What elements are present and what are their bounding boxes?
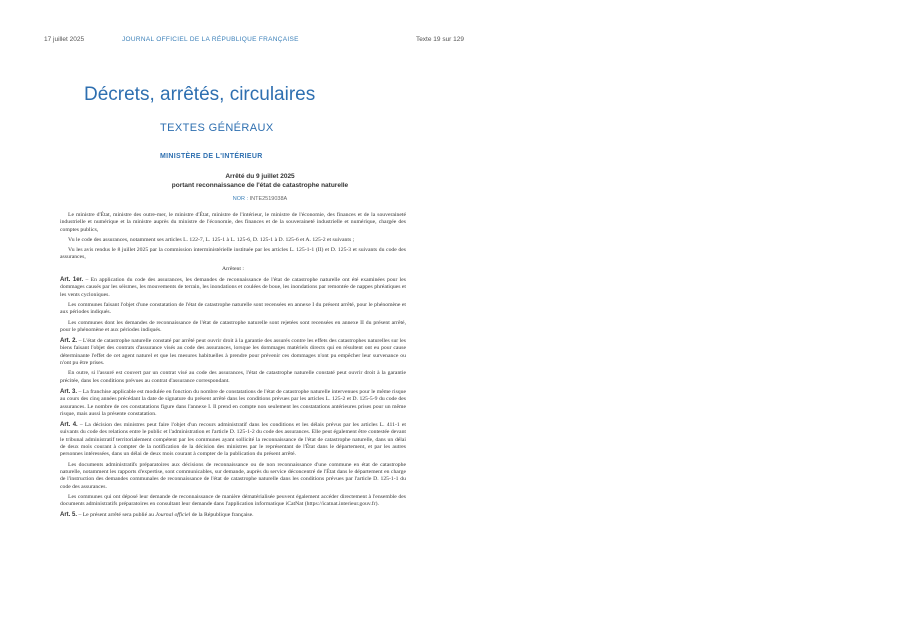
article-5-journal-name: Journal officiel — [155, 512, 191, 519]
article-1-number: Art. 1er. — [60, 277, 84, 284]
vu-paragraph-2: Vu les avis rendus le 8 juillet 2025 par la commission interministérielle instituée par les articles L. 125-1-1 (II) et D. 125-3 et suivants du code des assurances, — [60, 247, 406, 261]
article-1-paragraph-2: Les communes faisant l'objet d'une constatation de l'état de catastrophe naturelle sont recensées en annexe I du présent arrêté, pour le phénomène et aux périodes indiqués. — [60, 301, 406, 316]
nor-value: INTE2519038A — [249, 196, 288, 202]
article-2-text: – L'état de catastrophe naturelle constaté par arrêté peut ouvrir droit à la garantie des assurés contre les effets des catastrophes naturelles sur les biens faisant l'objet des contrats d'assurance visés au code des assurances, lorsque les dommages matériels directs qui en résultent ont eu pour cause déterminante l'effet de cet agent naturel et que les mesures habituelles à prendre pour prévenir ces dommages n'ont pu empêcher leur survenance ou n'ont pu être prises. — [60, 338, 406, 367]
article-2-paragraph-2: En outre, si l'assuré est couvert par un contrat visé au code des assurances, l'état de catastrophe naturelle constaté peut ouvrir droit à la garantie précitée, dans les conditions prévues au contrat d'assurance correspondant. — [60, 370, 406, 384]
vu-paragraph-1: Vu le code des assurances, notamment ses articles L. 122-7, L. 125-1 à L. 125-6, D. 125-1 à D. 125-6 et A. 125-2 et suivants ; — [68, 236, 355, 243]
article-2-number: Art. 2. — [60, 338, 78, 345]
intro-paragraph: Le ministre d'État, ministre des outre-mer, le ministre d'État, ministre de l'intérieur, le ministre de l'économie, des finances et de la souveraineté industrielle et numérique et la ministre auprès du ministre de l'économie, des finances et de la souveraineté industrielle et numérique, chargée des comptes publics, — [60, 212, 406, 233]
document-body — [60, 212, 406, 523]
article-2 — [60, 338, 406, 367]
article-5-text-pre: – Le présent arrêté sera publié au — [78, 512, 154, 519]
article-1-paragraph-3: Les communes dont les demandes de reconnaissance de l'état de catastrophe naturelle sont rejetées sont recensées en annexe II du présent arrêté, pour le phénomène et aux périodes indiqués. — [60, 319, 406, 333]
article-4 — [60, 422, 406, 458]
article-3-text: – La franchise applicable est modulée en fonction du nombre de constatations de l'état de catastrophe naturelle intervenues pour le même risque au cours des cinq années précédant la date de signature du présent arrêté dans les conditions prévues par les articles L. 125-2 et D. 125-5-9 du code des assurances. Le nombre de ces constatations figure dans l'annexe I. Il prend en compte non seulement les constatations antérieures prises pour un même risque, mais aussi la présente constatation. — [60, 388, 407, 417]
article-1-text: – En application du code des assurances, les demandes de reconnaissance de l'état de catastrophe naturelle ont été examinées pour les dommages causés par les séismes, les mouvements de terrain, les inondations et coulées de boue, les inondations par remontée de nappes phréatiques et les vents cycloniques. — [60, 277, 406, 298]
article-1 — [60, 277, 406, 299]
article-5 — [60, 512, 406, 519]
main-title: Décrets, arrêtés, circulaires — [84, 84, 316, 105]
section-title: TEXTES GÉNÉRAUX — [160, 122, 274, 134]
article-4-paragraph-2: Les documents administratifs préparatoires aux décisions de reconnaissance ou de non reconnaissance d'une commune en état de catastrophe naturelle, notamment les rapports d'expertise, sont communicables, sur demande, auprès du service déconcentré de l'État dans le département en charge de l'instruction des demandes communales de reconnaissance de l'état de catastrophe naturelle dans les conditions prévues par l'article D. 125-1-1 du code des assurances. — [60, 461, 406, 490]
header-date: 17 juillet 2025 — [44, 36, 85, 43]
header-journal-name: JOURNAL OFFICIEL DE LA RÉPUBLIQUE FRANÇAISE — [122, 36, 299, 43]
article-4-paragraph-3: Les communes qui ont déposé leur demande de reconnaissance de manière dématérialisée peuvent également accéder directement à l'ensemble des documents administratifs préparatoires en consultant leur demande dans l'application informatique iCatNat (https://icatnat.interieur.gouv.fr). — [60, 493, 406, 508]
arrete-title — [120, 172, 400, 190]
ministry-name: MINISTÈRE DE L'INTÉRIEUR — [160, 153, 263, 160]
article-3 — [60, 389, 406, 418]
header-text-reference: Texte 19 sur 129 — [415, 36, 464, 43]
article-5-number: Art. 5. — [60, 512, 78, 519]
article-3-number: Art. 3. — [60, 388, 78, 395]
article-4-text: – La décision des ministres peut faire l'objet d'un recours administratif dans les conditions et les délais prévus par les articles L. 411-1 et suivants du code des relations entre le public et l'administration et l'article D. 125-1-2 du code des assurances. Elle peut également être contestée devant le tribunal administratif territorialement compétent par les communes ayant sollicité la reconnaissance de l'état de catastrophe naturelle, dans un délai de deux mois courant à compter de la notification de la décision des ministres par le représentant de l'État dans le département, et par les autres personnes intéressées, dans un délai de deux mois courant à compter de la publication du présent arrêté. — [60, 422, 407, 458]
article-4-number: Art. 4. — [60, 422, 78, 429]
arrete-title-line2: portant reconnaissance de l'état de catastrophe naturelle — [171, 182, 349, 189]
arretent-heading: Arrêtent : — [222, 265, 244, 272]
arrete-title-line1: Arrêté du 9 juillet 2025 — [225, 173, 295, 180]
nor-reference — [180, 196, 340, 202]
nor-label: NOR : — [232, 196, 249, 202]
page-header — [44, 36, 464, 48]
article-5-text-post: de la République française. — [191, 512, 254, 519]
